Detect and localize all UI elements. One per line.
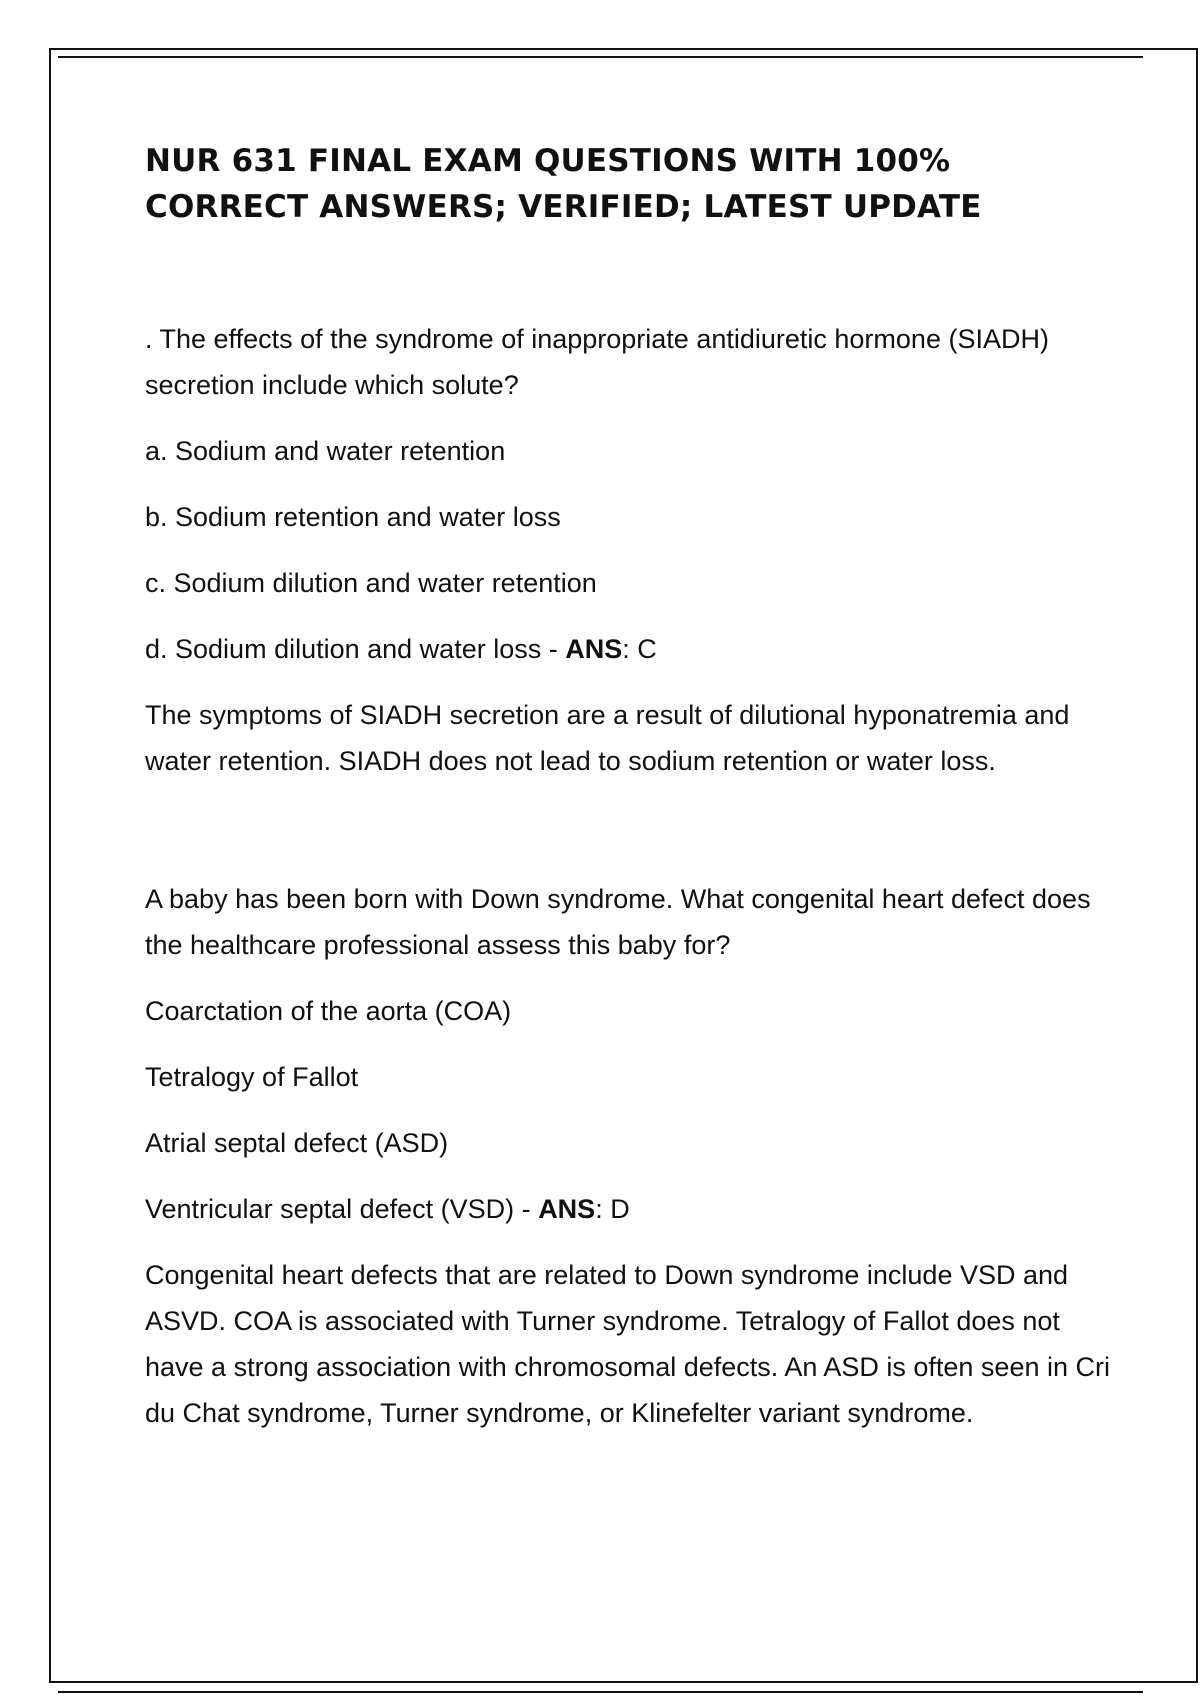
answer-key-value: : C (622, 634, 657, 664)
answer-option: Tetralogy of Fallot (145, 1062, 359, 1092)
question-stem: A baby has been born with Down syndrome. What congenital heart defect does the healthcare professional assess this baby for? (145, 884, 1091, 960)
bottom-rule (58, 1691, 1143, 1693)
answer-key-label: ANS (538, 1194, 596, 1224)
top-rule (58, 56, 1143, 58)
answer-option-with-key (145, 1186, 1115, 1232)
answer-option-with-key (145, 626, 1115, 672)
answer-option: c. Sodium dilution and water retention (145, 568, 597, 598)
answer-option: Atrial septal defect (ASD) (145, 1128, 449, 1158)
question-1 (145, 316, 1115, 784)
answer-rationale: Congenital heart defects that are related to Down syndrome include VSD and ASVD. COA is associated with Turner syndrome. Tetralogy of Fallot does not have a strong association with chromosomal defects. An ASD is often seen in Cri du Chat syndrome, Turner syndrome, or Klinefelter variant syndrome. (145, 1260, 1110, 1428)
answer-key-label: ANS (565, 634, 623, 664)
answer-option: d. Sodium dilution and water loss - (145, 634, 558, 664)
question-2 (145, 876, 1115, 1436)
answer-key-value: : D (595, 1194, 630, 1224)
answer-option: Ventricular septal defect (VSD) - (145, 1194, 531, 1224)
question-stem: . The effects of the syndrome of inappropriate antidiuretic hormone (SIADH) secretion include which solute? (145, 324, 1049, 400)
answer-option: Coarctation of the aorta (COA) (145, 996, 512, 1026)
answer-rationale: The symptoms of SIADH secretion are a result of dilutional hyponatremia and water retention. SIADH does not lead to sodium retention or water loss. (145, 700, 1070, 776)
question-spacer (145, 804, 1115, 876)
document-title: NUR 631 FINAL EXAM QUESTIONS WITH 100% CORRECT ANSWERS; VERIFIED; LATEST UPDATE (145, 143, 982, 225)
answer-option: a. Sodium and water retention (145, 436, 506, 466)
document-body (145, 138, 1115, 1456)
answer-option: b. Sodium retention and water loss (145, 502, 561, 532)
